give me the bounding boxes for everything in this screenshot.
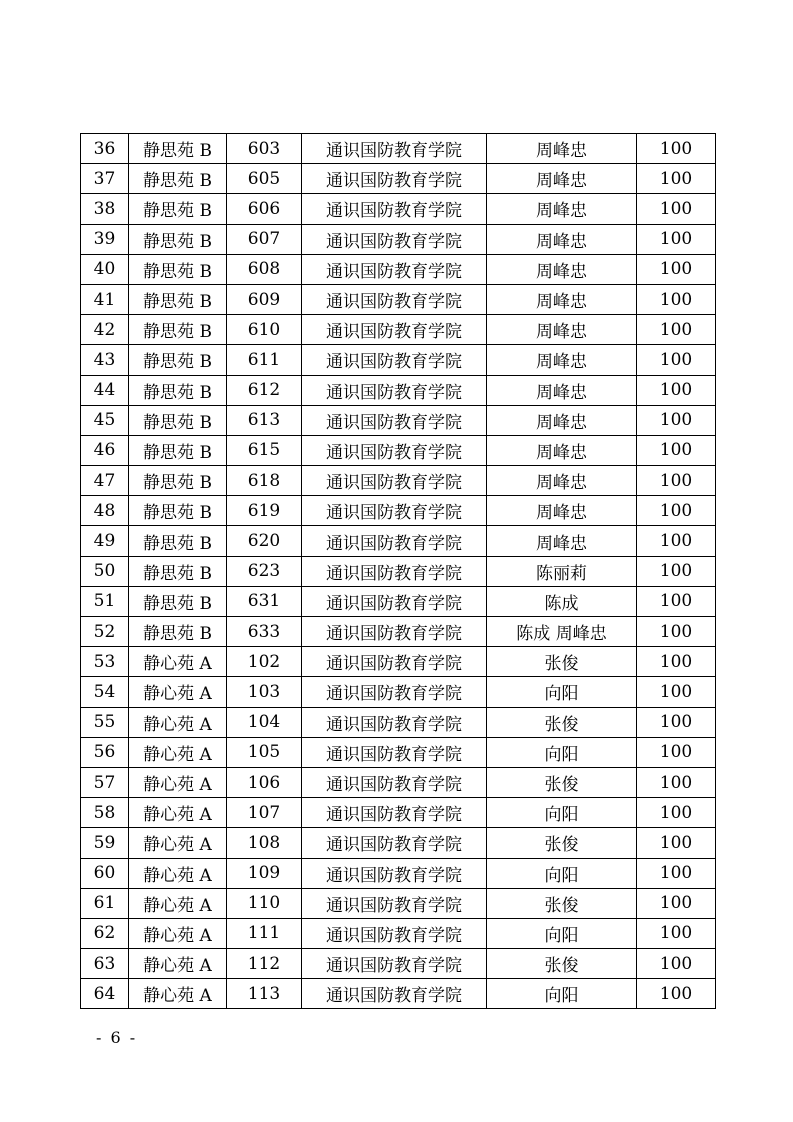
row-index-cell: 61 bbox=[81, 888, 129, 918]
table-row bbox=[81, 798, 716, 828]
table-row bbox=[81, 707, 716, 737]
room-number-cell: 107 bbox=[227, 798, 302, 828]
score-cell: 100 bbox=[637, 466, 716, 496]
table-row bbox=[81, 224, 716, 254]
contact-person-cell: 向阳 bbox=[487, 677, 637, 707]
contact-person-cell: 周峰忠 bbox=[487, 284, 637, 314]
building-cell: 静心苑 A bbox=[129, 979, 227, 1009]
table-row bbox=[81, 284, 716, 314]
room-number-cell: 618 bbox=[227, 466, 302, 496]
score-cell: 100 bbox=[637, 586, 716, 616]
building-cell: 静思苑 B bbox=[129, 345, 227, 375]
building-cell: 静心苑 A bbox=[129, 707, 227, 737]
score-cell: 100 bbox=[637, 828, 716, 858]
college-cell: 通识国防教育学院 bbox=[302, 134, 487, 164]
college-cell: 通识国防教育学院 bbox=[302, 254, 487, 284]
row-index-cell: 56 bbox=[81, 737, 129, 767]
building-cell: 静思苑 B bbox=[129, 134, 227, 164]
room-number-cell: 102 bbox=[227, 647, 302, 677]
building-cell: 静思苑 B bbox=[129, 435, 227, 465]
college-cell: 通识国防教育学院 bbox=[302, 284, 487, 314]
contact-person-cell: 周峰忠 bbox=[487, 435, 637, 465]
room-number-cell: 106 bbox=[227, 767, 302, 797]
score-cell: 100 bbox=[637, 556, 716, 586]
college-cell: 通识国防教育学院 bbox=[302, 224, 487, 254]
score-cell: 100 bbox=[637, 254, 716, 284]
row-index-cell: 41 bbox=[81, 284, 129, 314]
row-index-cell: 51 bbox=[81, 586, 129, 616]
room-number-cell: 111 bbox=[227, 918, 302, 948]
score-cell: 100 bbox=[637, 798, 716, 828]
table-row bbox=[81, 405, 716, 435]
room-number-cell: 608 bbox=[227, 254, 302, 284]
contact-person-cell: 向阳 bbox=[487, 798, 637, 828]
room-number-cell: 606 bbox=[227, 194, 302, 224]
table-body bbox=[81, 134, 716, 1009]
college-cell: 通识国防教育学院 bbox=[302, 435, 487, 465]
room-number-cell: 633 bbox=[227, 617, 302, 647]
building-cell: 静思苑 B bbox=[129, 224, 227, 254]
table-row bbox=[81, 767, 716, 797]
room-number-cell: 110 bbox=[227, 888, 302, 918]
score-cell: 100 bbox=[637, 345, 716, 375]
contact-person-cell: 张俊 bbox=[487, 767, 637, 797]
college-cell: 通识国防教育学院 bbox=[302, 767, 487, 797]
college-cell: 通识国防教育学院 bbox=[302, 496, 487, 526]
table-row bbox=[81, 586, 716, 616]
college-cell: 通识国防教育学院 bbox=[302, 617, 487, 647]
college-cell: 通识国防教育学院 bbox=[302, 526, 487, 556]
college-cell: 通识国防教育学院 bbox=[302, 194, 487, 224]
college-cell: 通识国防教育学院 bbox=[302, 647, 487, 677]
college-cell: 通识国防教育学院 bbox=[302, 375, 487, 405]
row-index-cell: 47 bbox=[81, 466, 129, 496]
row-index-cell: 44 bbox=[81, 375, 129, 405]
college-cell: 通识国防教育学院 bbox=[302, 707, 487, 737]
row-index-cell: 54 bbox=[81, 677, 129, 707]
college-cell: 通识国防教育学院 bbox=[302, 586, 487, 616]
contact-person-cell: 周峰忠 bbox=[487, 405, 637, 435]
row-index-cell: 55 bbox=[81, 707, 129, 737]
college-cell: 通识国防教育学院 bbox=[302, 164, 487, 194]
contact-person-cell: 周峰忠 bbox=[487, 315, 637, 345]
building-cell: 静心苑 A bbox=[129, 949, 227, 979]
college-cell: 通识国防教育学院 bbox=[302, 737, 487, 767]
building-cell: 静思苑 B bbox=[129, 405, 227, 435]
table-row bbox=[81, 949, 716, 979]
contact-person-cell: 周峰忠 bbox=[487, 164, 637, 194]
college-cell: 通识国防教育学院 bbox=[302, 858, 487, 888]
table-row bbox=[81, 888, 716, 918]
score-cell: 100 bbox=[637, 949, 716, 979]
college-cell: 通识国防教育学院 bbox=[302, 979, 487, 1009]
row-index-cell: 43 bbox=[81, 345, 129, 375]
row-index-cell: 62 bbox=[81, 918, 129, 948]
table-row bbox=[81, 677, 716, 707]
contact-person-cell: 向阳 bbox=[487, 737, 637, 767]
room-number-cell: 610 bbox=[227, 315, 302, 345]
row-index-cell: 38 bbox=[81, 194, 129, 224]
building-cell: 静心苑 A bbox=[129, 737, 227, 767]
contact-person-cell: 周峰忠 bbox=[487, 375, 637, 405]
table-row bbox=[81, 979, 716, 1009]
room-number-cell: 104 bbox=[227, 707, 302, 737]
room-number-cell: 631 bbox=[227, 586, 302, 616]
building-cell: 静思苑 B bbox=[129, 466, 227, 496]
room-number-cell: 103 bbox=[227, 677, 302, 707]
table-row bbox=[81, 858, 716, 888]
contact-person-cell: 陈丽莉 bbox=[487, 556, 637, 586]
room-number-cell: 613 bbox=[227, 405, 302, 435]
row-index-cell: 39 bbox=[81, 224, 129, 254]
row-index-cell: 45 bbox=[81, 405, 129, 435]
building-cell: 静思苑 B bbox=[129, 526, 227, 556]
score-cell: 100 bbox=[637, 677, 716, 707]
table-row bbox=[81, 435, 716, 465]
building-cell: 静心苑 A bbox=[129, 798, 227, 828]
room-number-cell: 612 bbox=[227, 375, 302, 405]
table-row bbox=[81, 918, 716, 948]
college-cell: 通识国防教育学院 bbox=[302, 556, 487, 586]
table-row bbox=[81, 737, 716, 767]
table-row bbox=[81, 164, 716, 194]
row-index-cell: 58 bbox=[81, 798, 129, 828]
room-number-cell: 607 bbox=[227, 224, 302, 254]
building-cell: 静心苑 A bbox=[129, 918, 227, 948]
row-index-cell: 59 bbox=[81, 828, 129, 858]
score-cell: 100 bbox=[637, 405, 716, 435]
score-cell: 100 bbox=[637, 737, 716, 767]
room-number-cell: 108 bbox=[227, 828, 302, 858]
building-cell: 静思苑 B bbox=[129, 284, 227, 314]
table-row bbox=[81, 647, 716, 677]
table-row bbox=[81, 134, 716, 164]
building-cell: 静心苑 A bbox=[129, 858, 227, 888]
building-cell: 静思苑 B bbox=[129, 315, 227, 345]
college-cell: 通识国防教育学院 bbox=[302, 315, 487, 345]
score-cell: 100 bbox=[637, 375, 716, 405]
score-cell: 100 bbox=[637, 647, 716, 677]
row-index-cell: 53 bbox=[81, 647, 129, 677]
college-cell: 通识国防教育学院 bbox=[302, 888, 487, 918]
contact-person-cell: 张俊 bbox=[487, 888, 637, 918]
college-cell: 通识国防教育学院 bbox=[302, 798, 487, 828]
contact-person-cell: 周峰忠 bbox=[487, 254, 637, 284]
contact-person-cell: 周峰忠 bbox=[487, 466, 637, 496]
college-cell: 通识国防教育学院 bbox=[302, 466, 487, 496]
score-cell: 100 bbox=[637, 194, 716, 224]
building-cell: 静思苑 B bbox=[129, 194, 227, 224]
score-cell: 100 bbox=[637, 134, 716, 164]
page-number: - 6 - bbox=[96, 1028, 138, 1047]
contact-person-cell: 陈成 bbox=[487, 586, 637, 616]
score-cell: 100 bbox=[637, 164, 716, 194]
room-number-cell: 615 bbox=[227, 435, 302, 465]
table-row bbox=[81, 617, 716, 647]
score-cell: 100 bbox=[637, 858, 716, 888]
table-row bbox=[81, 466, 716, 496]
table-row bbox=[81, 254, 716, 284]
score-cell: 100 bbox=[637, 284, 716, 314]
row-index-cell: 60 bbox=[81, 858, 129, 888]
table-row bbox=[81, 828, 716, 858]
table-row bbox=[81, 496, 716, 526]
contact-person-cell: 周峰忠 bbox=[487, 345, 637, 375]
college-cell: 通识国防教育学院 bbox=[302, 405, 487, 435]
score-cell: 100 bbox=[637, 526, 716, 556]
building-cell: 静心苑 A bbox=[129, 647, 227, 677]
score-cell: 100 bbox=[637, 224, 716, 254]
contact-person-cell: 周峰忠 bbox=[487, 134, 637, 164]
row-index-cell: 48 bbox=[81, 496, 129, 526]
contact-person-cell: 张俊 bbox=[487, 647, 637, 677]
room-number-cell: 109 bbox=[227, 858, 302, 888]
score-cell: 100 bbox=[637, 888, 716, 918]
dormitory-table bbox=[80, 133, 716, 1009]
building-cell: 静思苑 B bbox=[129, 617, 227, 647]
contact-person-cell: 周峰忠 bbox=[487, 224, 637, 254]
score-cell: 100 bbox=[637, 918, 716, 948]
college-cell: 通识国防教育学院 bbox=[302, 345, 487, 375]
contact-person-cell: 向阳 bbox=[487, 918, 637, 948]
building-cell: 静思苑 B bbox=[129, 164, 227, 194]
building-cell: 静思苑 B bbox=[129, 556, 227, 586]
row-index-cell: 52 bbox=[81, 617, 129, 647]
contact-person-cell: 周峰忠 bbox=[487, 194, 637, 224]
contact-person-cell: 周峰忠 bbox=[487, 496, 637, 526]
row-index-cell: 57 bbox=[81, 767, 129, 797]
contact-person-cell: 向阳 bbox=[487, 979, 637, 1009]
row-index-cell: 37 bbox=[81, 164, 129, 194]
college-cell: 通识国防教育学院 bbox=[302, 677, 487, 707]
building-cell: 静心苑 A bbox=[129, 767, 227, 797]
room-number-cell: 609 bbox=[227, 284, 302, 314]
college-cell: 通识国防教育学院 bbox=[302, 828, 487, 858]
room-number-cell: 605 bbox=[227, 164, 302, 194]
contact-person-cell: 张俊 bbox=[487, 828, 637, 858]
room-number-cell: 623 bbox=[227, 556, 302, 586]
row-index-cell: 40 bbox=[81, 254, 129, 284]
row-index-cell: 50 bbox=[81, 556, 129, 586]
contact-person-cell: 周峰忠 bbox=[487, 526, 637, 556]
college-cell: 通识国防教育学院 bbox=[302, 918, 487, 948]
college-cell: 通识国防教育学院 bbox=[302, 949, 487, 979]
table-row bbox=[81, 194, 716, 224]
room-number-cell: 113 bbox=[227, 979, 302, 1009]
building-cell: 静心苑 A bbox=[129, 677, 227, 707]
building-cell: 静思苑 B bbox=[129, 254, 227, 284]
row-index-cell: 63 bbox=[81, 949, 129, 979]
row-index-cell: 64 bbox=[81, 979, 129, 1009]
building-cell: 静思苑 B bbox=[129, 496, 227, 526]
table-row bbox=[81, 375, 716, 405]
row-index-cell: 36 bbox=[81, 134, 129, 164]
building-cell: 静心苑 A bbox=[129, 888, 227, 918]
room-number-cell: 603 bbox=[227, 134, 302, 164]
room-number-cell: 611 bbox=[227, 345, 302, 375]
room-number-cell: 112 bbox=[227, 949, 302, 979]
room-number-cell: 105 bbox=[227, 737, 302, 767]
contact-person-cell: 张俊 bbox=[487, 707, 637, 737]
score-cell: 100 bbox=[637, 315, 716, 345]
table-row bbox=[81, 315, 716, 345]
row-index-cell: 46 bbox=[81, 435, 129, 465]
contact-person-cell: 陈成 周峰忠 bbox=[487, 617, 637, 647]
table-row bbox=[81, 345, 716, 375]
table-row bbox=[81, 526, 716, 556]
score-cell: 100 bbox=[637, 496, 716, 526]
building-cell: 静思苑 B bbox=[129, 375, 227, 405]
score-cell: 100 bbox=[637, 435, 716, 465]
building-cell: 静心苑 A bbox=[129, 828, 227, 858]
score-cell: 100 bbox=[637, 707, 716, 737]
building-cell: 静思苑 B bbox=[129, 586, 227, 616]
score-cell: 100 bbox=[637, 979, 716, 1009]
contact-person-cell: 张俊 bbox=[487, 949, 637, 979]
room-number-cell: 619 bbox=[227, 496, 302, 526]
contact-person-cell: 向阳 bbox=[487, 858, 637, 888]
table-row bbox=[81, 556, 716, 586]
row-index-cell: 42 bbox=[81, 315, 129, 345]
score-cell: 100 bbox=[637, 617, 716, 647]
row-index-cell: 49 bbox=[81, 526, 129, 556]
score-cell: 100 bbox=[637, 767, 716, 797]
room-number-cell: 620 bbox=[227, 526, 302, 556]
